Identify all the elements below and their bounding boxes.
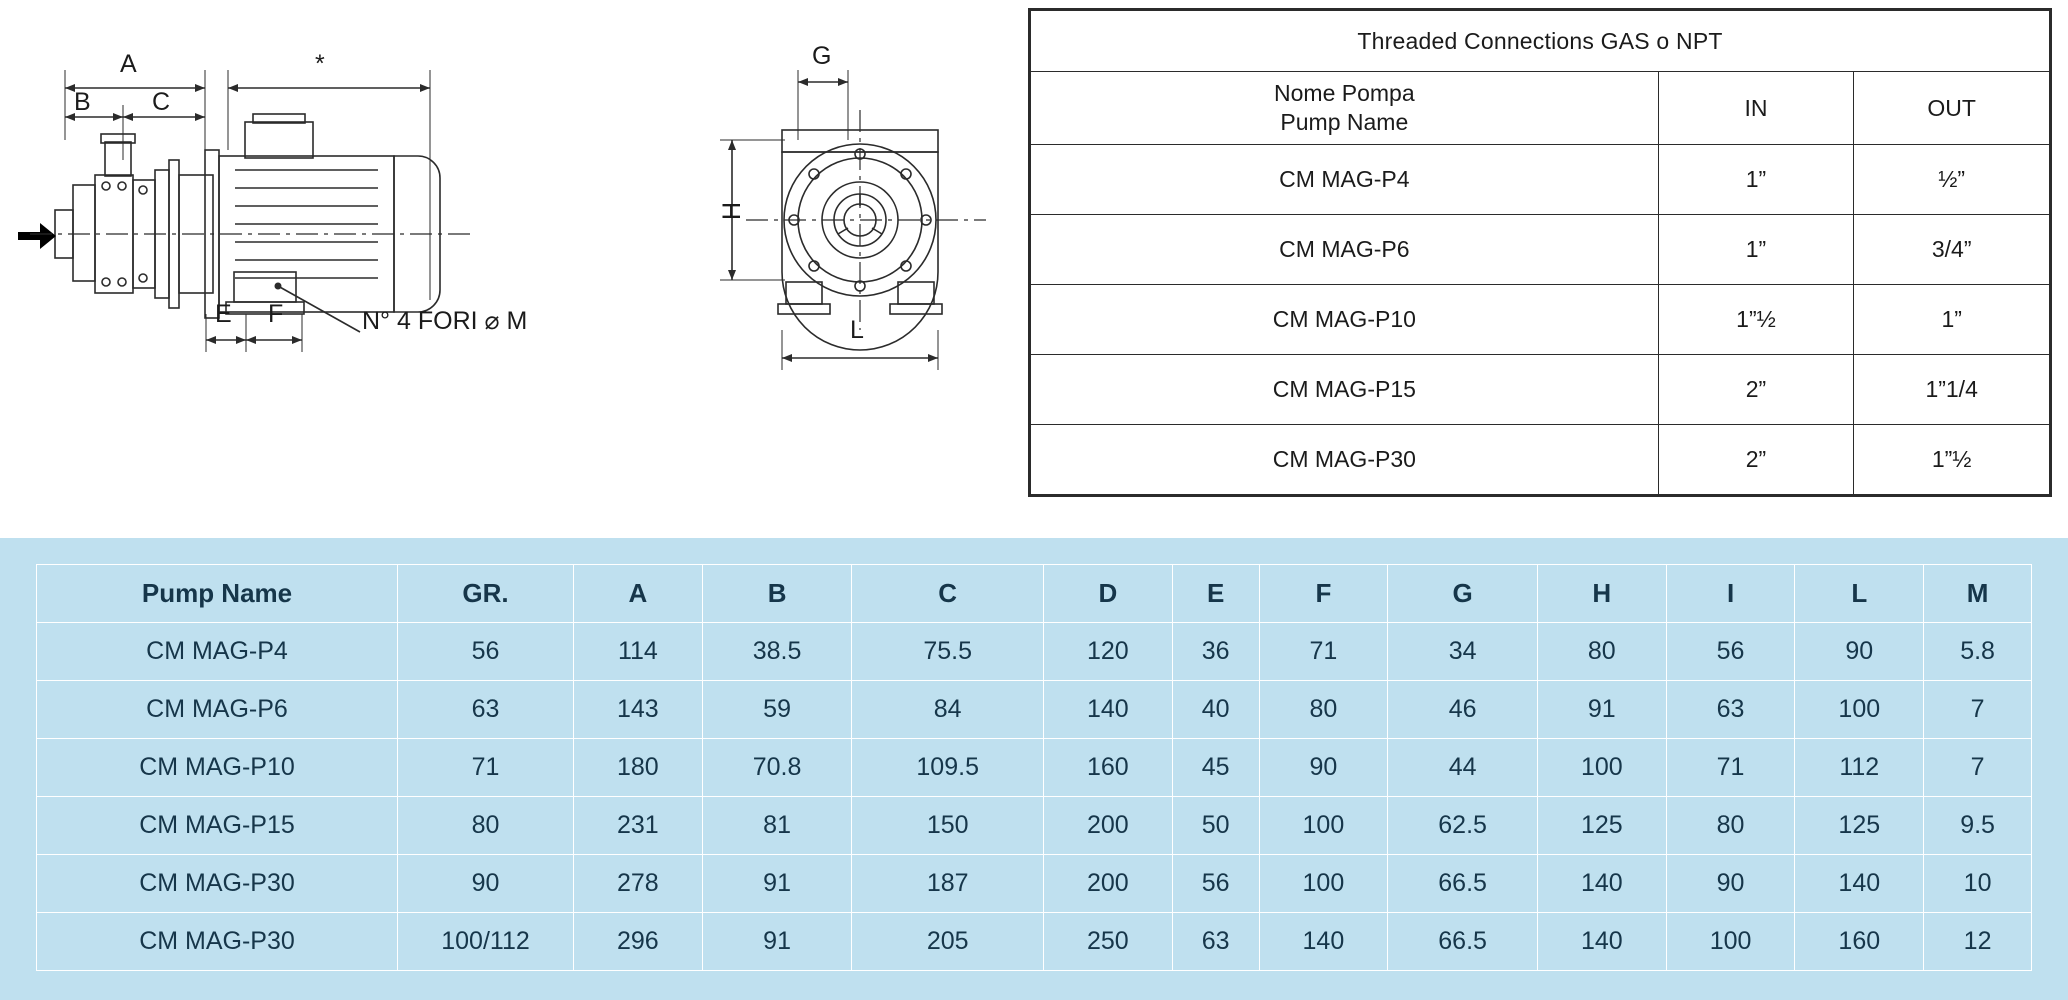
table-row (37, 623, 2032, 681)
dim-cell-d: 200 (1043, 855, 1172, 913)
dim-header-i: I (1666, 565, 1795, 623)
tc-row-name: CM MAG-P30 (1031, 425, 1659, 495)
dim-header-gr: GR. (398, 565, 574, 623)
dim-cell-h: 80 (1537, 623, 1666, 681)
dim-cell-c: 205 (852, 913, 1044, 971)
label-g: G (812, 42, 832, 70)
table-row (37, 739, 2032, 797)
dim-cell-e: 63 (1172, 913, 1259, 971)
dim-cell-i: 56 (1666, 623, 1795, 681)
tc-row-out: 1” (1854, 285, 2050, 355)
table-row (37, 797, 2032, 855)
dim-cell-m: 9.5 (1924, 797, 2032, 855)
table-row (37, 681, 2032, 739)
dim-cell-a: 278 (574, 855, 703, 913)
dim-cell-g: 34 (1388, 623, 1538, 681)
dim-cell-l: 160 (1795, 913, 1924, 971)
label-e: E (215, 300, 232, 328)
tc-row-out: 1”½ (1854, 425, 2050, 495)
dim-header-e: E (1172, 565, 1259, 623)
tc-header-out: OUT (1854, 72, 2050, 145)
table-row (1031, 425, 2050, 495)
dim-cell-l: 90 (1795, 623, 1924, 681)
label-holes-note: N° 4 FORI ⌀ M (362, 307, 528, 335)
dim-header-pump-name: Pump Name (37, 565, 398, 623)
pump-side-view-drawing (10, 10, 710, 470)
dim-cell-b: 91 (702, 855, 852, 913)
dim-cell-b: 81 (702, 797, 852, 855)
dim-cell-a: 180 (574, 739, 703, 797)
dim-cell-e: 50 (1172, 797, 1259, 855)
tc-row-in: 1” (1658, 215, 1854, 285)
dim-header-f: F (1259, 565, 1388, 623)
tc-row-in: 2” (1658, 355, 1854, 425)
dim-cell-name: CM MAG-P30 (37, 855, 398, 913)
label-f: F (268, 300, 284, 328)
dim-cell-d: 160 (1043, 739, 1172, 797)
tc-row-name: CM MAG-P4 (1031, 145, 1659, 215)
tc-header-row (1031, 72, 2050, 145)
dim-cell-b: 59 (702, 681, 852, 739)
dim-cell-e: 45 (1172, 739, 1259, 797)
dim-cell-name: CM MAG-P6 (37, 681, 398, 739)
label-h: H (718, 201, 746, 220)
tc-row-out: 1”1/4 (1854, 355, 2050, 425)
tc-header-name-line2: Pump Name (1280, 109, 1409, 135)
dim-cell-d: 120 (1043, 623, 1172, 681)
dim-cell-gr: 56 (398, 623, 574, 681)
tc-row-in: 2” (1658, 425, 1854, 495)
dim-cell-l: 100 (1795, 681, 1924, 739)
dim-cell-g: 66.5 (1388, 855, 1538, 913)
dim-cell-a: 231 (574, 797, 703, 855)
dim-cell-e: 56 (1172, 855, 1259, 913)
tc-row-name: CM MAG-P6 (1031, 215, 1659, 285)
table-row (37, 913, 2032, 971)
dim-cell-a: 296 (574, 913, 703, 971)
dim-cell-m: 5.8 (1924, 623, 2032, 681)
dim-cell-g: 46 (1388, 681, 1538, 739)
dim-cell-f: 100 (1259, 855, 1388, 913)
dim-header-c: C (852, 565, 1044, 623)
label-star: * (315, 50, 325, 78)
dim-cell-m: 7 (1924, 739, 2032, 797)
dim-cell-f: 100 (1259, 797, 1388, 855)
dim-cell-i: 63 (1666, 681, 1795, 739)
label-l: L (850, 316, 864, 344)
tc-row-out: 3/4” (1854, 215, 2050, 285)
dim-cell-f: 140 (1259, 913, 1388, 971)
dim-cell-c: 150 (852, 797, 1044, 855)
dim-cell-name: CM MAG-P10 (37, 739, 398, 797)
dim-cell-h: 140 (1537, 855, 1666, 913)
table-row (1031, 215, 2050, 285)
tc-header-in: IN (1658, 72, 1854, 145)
dim-cell-l: 125 (1795, 797, 1924, 855)
dim-cell-d: 140 (1043, 681, 1172, 739)
dim-cell-name: CM MAG-P15 (37, 797, 398, 855)
dim-cell-i: 80 (1666, 797, 1795, 855)
dim-cell-f: 80 (1259, 681, 1388, 739)
dim-cell-name: CM MAG-P30 (37, 913, 398, 971)
dim-cell-e: 40 (1172, 681, 1259, 739)
label-c: C (152, 88, 171, 116)
dim-cell-h: 100 (1537, 739, 1666, 797)
dim-cell-b: 70.8 (702, 739, 852, 797)
dim-header-h: H (1537, 565, 1666, 623)
dim-header-g: G (1388, 565, 1538, 623)
dim-header-a: A (574, 565, 703, 623)
tc-title-row (1031, 11, 2050, 72)
dim-cell-m: 10 (1924, 855, 2032, 913)
tc-header-name-line1: Nome Pompa (1274, 80, 1415, 107)
dim-header-l: L (1795, 565, 1924, 623)
dim-cell-l: 112 (1795, 739, 1924, 797)
dim-cell-gr: 90 (398, 855, 574, 913)
tc-row-name: CM MAG-P15 (1031, 355, 1659, 425)
dim-cell-e: 36 (1172, 623, 1259, 681)
dim-cell-gr: 71 (398, 739, 574, 797)
dim-cell-m: 7 (1924, 681, 2032, 739)
tc-row-in: 1”½ (1658, 285, 1854, 355)
dimension-table (36, 564, 2032, 971)
dim-cell-g: 66.5 (1388, 913, 1538, 971)
table-row (1031, 285, 2050, 355)
table-row (37, 855, 2032, 913)
dim-header-m: M (1924, 565, 2032, 623)
front-view-svg (690, 30, 1040, 460)
dim-cell-gr: 80 (398, 797, 574, 855)
side-view-svg (10, 10, 710, 470)
dim-header-b: B (702, 565, 852, 623)
dim-cell-name: CM MAG-P4 (37, 623, 398, 681)
tc-header-pump-name (1031, 72, 1659, 145)
label-a: A (120, 50, 137, 78)
table-row (1031, 355, 2050, 425)
dim-cell-c: 187 (852, 855, 1044, 913)
dimension-table-header-row (37, 565, 2032, 623)
pump-front-view-drawing (690, 30, 1040, 460)
dim-cell-b: 91 (702, 913, 852, 971)
dim-cell-b: 38.5 (702, 623, 852, 681)
threaded-connections-table (1028, 8, 2052, 497)
dim-cell-h: 91 (1537, 681, 1666, 739)
dim-cell-d: 250 (1043, 913, 1172, 971)
tc-row-name: CM MAG-P10 (1031, 285, 1659, 355)
dim-cell-a: 143 (574, 681, 703, 739)
dim-cell-c: 75.5 (852, 623, 1044, 681)
tc-row-out: ½” (1854, 145, 2050, 215)
label-b: B (74, 88, 91, 116)
table-row (1031, 145, 2050, 215)
dim-cell-c: 109.5 (852, 739, 1044, 797)
dim-cell-gr: 100/112 (398, 913, 574, 971)
dim-cell-f: 71 (1259, 623, 1388, 681)
tc-title: Threaded Connections GAS o NPT (1031, 11, 2050, 72)
dim-cell-a: 114 (574, 623, 703, 681)
dim-cell-i: 100 (1666, 913, 1795, 971)
tc-row-in: 1” (1658, 145, 1854, 215)
dim-cell-l: 140 (1795, 855, 1924, 913)
dim-cell-c: 84 (852, 681, 1044, 739)
dimension-table-panel (0, 538, 2068, 1000)
dim-header-d: D (1043, 565, 1172, 623)
dim-cell-g: 62.5 (1388, 797, 1538, 855)
dim-cell-h: 140 (1537, 913, 1666, 971)
dim-cell-h: 125 (1537, 797, 1666, 855)
dim-cell-f: 90 (1259, 739, 1388, 797)
dim-cell-d: 200 (1043, 797, 1172, 855)
dim-cell-m: 12 (1924, 913, 2032, 971)
dim-cell-gr: 63 (398, 681, 574, 739)
dim-cell-i: 71 (1666, 739, 1795, 797)
dim-cell-g: 44 (1388, 739, 1538, 797)
dim-cell-i: 90 (1666, 855, 1795, 913)
